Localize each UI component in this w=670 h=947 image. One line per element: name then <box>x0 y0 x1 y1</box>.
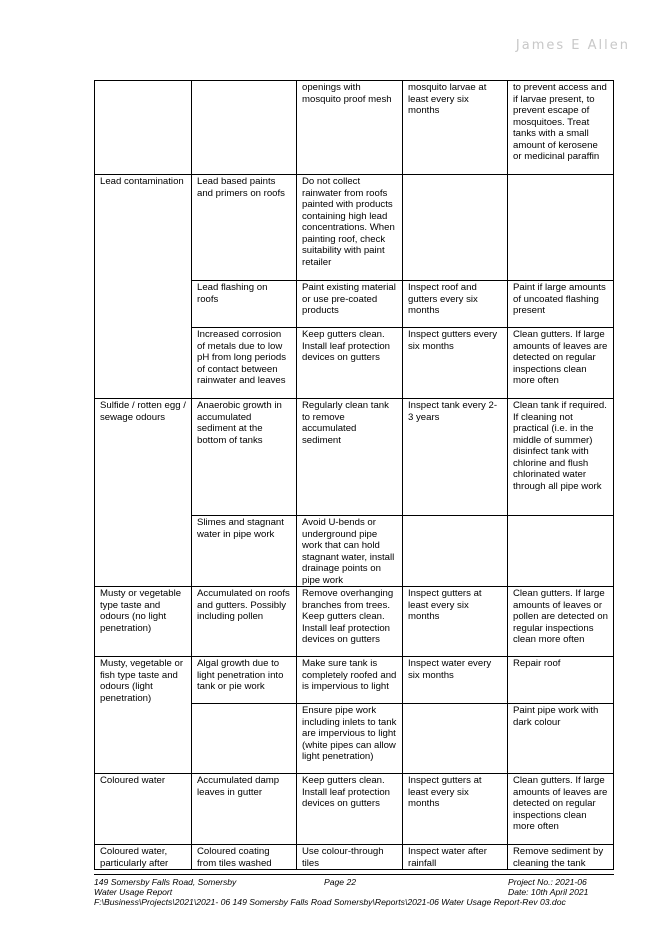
table-row <box>95 845 614 870</box>
table-cell-corrective <box>508 516 614 587</box>
table-cell-preventive: Do not collect rainwater from roofs painted with products containing high lead concentrations. When painting roof, check suitability with paint retailer <box>297 175 403 281</box>
table-cell-corrective: Clean tank if required. If cleaning not practical (i.e. in the middle of summer) disinfect tank with chlorine and flush chlorinated water through all pipe work <box>508 399 614 516</box>
table-cell-preventive: openings with mosquito proof mesh <box>297 81 403 175</box>
table-cell-cause: Anaerobic growth in accumulated sediment at the bottom of tanks <box>192 399 297 516</box>
footer-report-title: Water Usage Report <box>94 887 173 897</box>
table-cell-hazard: Musty, vegetable or fish type taste and odours (light penetration) <box>95 657 192 774</box>
table-cell-cause: Lead flashing on roofs <box>192 281 297 328</box>
table-cell-corrective: Paint pipe work with dark colour <box>508 704 614 774</box>
table-cell-preventive: Keep gutters clean. Install leaf protection devices on gutters <box>297 328 403 399</box>
footer-address: 149 Somersby Falls Road, Somersby <box>94 877 237 887</box>
table-cell-corrective: Remove sediment by cleaning the tank <box>508 845 614 870</box>
risk-management-table <box>94 80 614 870</box>
table-cell-corrective: Clean gutters. If large amounts of leaves are detected on regular inspections clean more often <box>508 328 614 399</box>
table-cell-preventive: Ensure pipe work including inlets to tank are impervious to light (white pipes can allow light penetration) <box>297 704 403 774</box>
table-cell-hazard: Musty or vegetable type taste and odours (no light penetration) <box>95 587 192 657</box>
table-row <box>95 81 614 175</box>
table-cell-monitoring: Inspect water after rainfall <box>403 845 508 870</box>
table-cell-monitoring: Inspect tank every 2-3 years <box>403 399 508 516</box>
table-cell-preventive: Paint existing material or use pre-coated products <box>297 281 403 328</box>
table-row <box>95 774 614 845</box>
table-cell-corrective: to prevent access and if larvae present, to prevent escape of mosquitoes. Treat tanks with a small amount of kerosene or medicinal paraffin <box>508 81 614 175</box>
table-cell-cause: Slimes and stagnant water in pipe work <box>192 516 297 587</box>
page-footer <box>94 874 614 907</box>
table-cell-preventive: Avoid U-bends or underground pipe work that can hold stagnant water, install drainage points on pipe work <box>297 516 403 587</box>
table-cell-cause: Increased corrosion of metals due to low pH from long periods of contact between rainwater and leaves <box>192 328 297 399</box>
brand-logo: James E Allen <box>515 38 630 53</box>
table-cell-hazard: Lead contamination <box>95 175 192 399</box>
table-cell-corrective: Clean gutters. If large amounts of leaves are detected on regular inspections clean more often <box>508 774 614 845</box>
table-cell-monitoring <box>403 516 508 587</box>
table-cell-preventive: Make sure tank is completely roofed and is impervious to light <box>297 657 403 704</box>
table-cell-corrective: Repair roof <box>508 657 614 704</box>
table-cell-cause <box>192 81 297 175</box>
table-cell-monitoring: Inspect roof and gutters every six months <box>403 281 508 328</box>
table-cell-hazard: Coloured water, particularly after <box>95 845 192 870</box>
footer-date: Date: 10th April 2021 <box>508 887 589 897</box>
table-cell-preventive: Regularly clean tank to remove accumulated sediment <box>297 399 403 516</box>
table-cell-cause: Accumulated damp leaves in gutter <box>192 774 297 845</box>
table-cell-cause <box>192 704 297 774</box>
table-cell-monitoring <box>403 175 508 281</box>
table-row <box>95 399 614 516</box>
table-cell-corrective: Paint if large amounts of uncoated flashing present <box>508 281 614 328</box>
table-cell-corrective <box>508 175 614 281</box>
table-cell-monitoring: Inspect gutters every six months <box>403 328 508 399</box>
table-row <box>95 657 614 704</box>
table-cell-monitoring: Inspect gutters at least every six months <box>403 774 508 845</box>
table-cell-monitoring: mosquito larvae at least every six months <box>403 81 508 175</box>
table-cell-cause: Coloured coating from tiles washed <box>192 845 297 870</box>
table-cell-preventive: Remove overhanging branches from trees. Keep gutters clean. Install leaf protection devices on gutters <box>297 587 403 657</box>
table-cell-cause: Accumulated on roofs and gutters. Possibly including pollen <box>192 587 297 657</box>
footer-project-number: Project No.: 2021-06 <box>508 877 587 887</box>
table-cell-preventive: Keep gutters clean. Install leaf protection devices on gutters <box>297 774 403 845</box>
footer-page-number: Page 22 <box>324 877 357 887</box>
table-row <box>95 175 614 281</box>
table-cell-preventive: Use colour-through tiles <box>297 845 403 870</box>
table-cell-hazard: Coloured water <box>95 774 192 845</box>
table-cell-corrective: Clean gutters. If large amounts of leaves or pollen are detected on regular inspections clean more often <box>508 587 614 657</box>
table-cell-monitoring: Inspect gutters at least every six months <box>403 587 508 657</box>
table-cell-cause: Algal growth due to light penetration into tank or pie work <box>192 657 297 704</box>
table-cell-hazard <box>95 81 192 175</box>
table-cell-monitoring: Inspect water every six months <box>403 657 508 704</box>
table-cell-hazard: Sulfide / rotten egg / sewage odours <box>95 399 192 587</box>
table-cell-cause: Lead based paints and primers on roofs <box>192 175 297 281</box>
table-cell-monitoring <box>403 704 508 774</box>
footer-file-path: F:\Business\Projects\2021\2021- 06 149 Somersby Falls Road Somersby\Reports\2021-06 Water Usage Report-Rev 03.doc <box>94 897 566 907</box>
table-row <box>95 587 614 657</box>
